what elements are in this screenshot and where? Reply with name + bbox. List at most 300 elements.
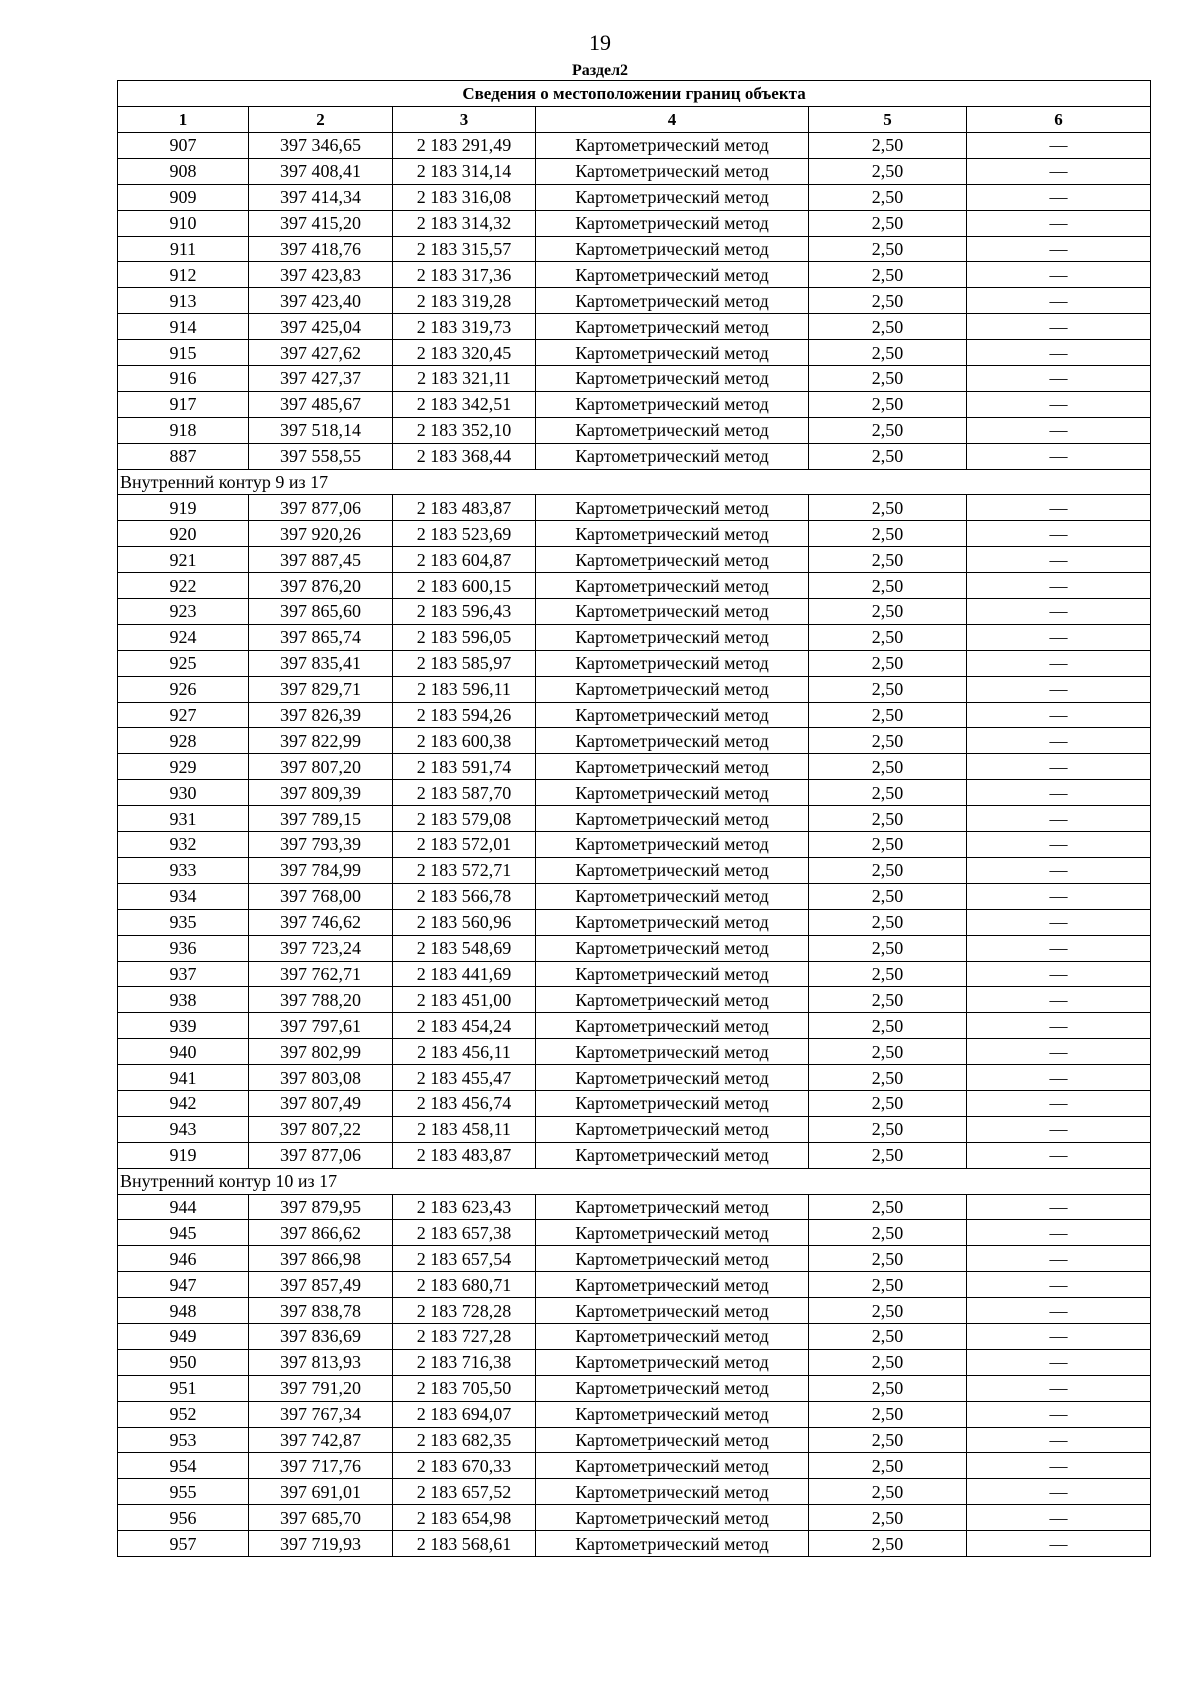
point-number-cell: 943 — [118, 1116, 249, 1142]
x-coordinate-cell: 397 427,62 — [249, 340, 393, 366]
y-coordinate-cell: 2 183 455,47 — [393, 1065, 536, 1091]
y-coordinate-cell: 2 183 483,87 — [393, 495, 536, 521]
method-cell: Картометрический метод — [536, 1401, 809, 1427]
accuracy-cell: 2,50 — [809, 883, 967, 909]
point-number-cell: 944 — [118, 1194, 249, 1220]
y-coordinate-cell: 2 183 456,74 — [393, 1090, 536, 1116]
table-row — [118, 495, 1151, 521]
accuracy-cell: 2,50 — [809, 1349, 967, 1375]
table-row — [118, 935, 1151, 961]
table-row — [118, 650, 1151, 676]
table-row — [118, 288, 1151, 314]
method-cell: Картометрический метод — [536, 702, 809, 728]
description-cell: — — [967, 1505, 1151, 1531]
method-cell: Картометрический метод — [536, 417, 809, 443]
y-coordinate-cell: 2 183 604,87 — [393, 547, 536, 573]
method-cell: Картометрический метод — [536, 391, 809, 417]
y-coordinate-cell: 2 183 600,38 — [393, 728, 536, 754]
y-coordinate-cell: 2 183 727,28 — [393, 1323, 536, 1349]
point-number-cell: 955 — [118, 1479, 249, 1505]
table-row — [118, 961, 1151, 987]
method-cell: Картометрический метод — [536, 1039, 809, 1065]
description-cell: — — [967, 599, 1151, 625]
x-coordinate-cell: 397 414,34 — [249, 184, 393, 210]
description-cell: — — [967, 1246, 1151, 1272]
accuracy-cell: 2,50 — [809, 314, 967, 340]
method-cell: Картометрический метод — [536, 624, 809, 650]
accuracy-cell: 2,50 — [809, 1427, 967, 1453]
description-cell: — — [967, 236, 1151, 262]
x-coordinate-cell: 397 887,45 — [249, 547, 393, 573]
x-coordinate-cell: 397 418,76 — [249, 236, 393, 262]
x-coordinate-cell: 397 408,41 — [249, 158, 393, 184]
contour-section-label: Внутренний контур 9 из 17 — [118, 469, 1151, 495]
method-cell: Картометрический метод — [536, 728, 809, 754]
x-coordinate-cell: 397 485,67 — [249, 391, 393, 417]
description-cell: — — [967, 262, 1151, 288]
table-row — [118, 262, 1151, 288]
description-cell: — — [967, 547, 1151, 573]
y-coordinate-cell: 2 183 441,69 — [393, 961, 536, 987]
x-coordinate-cell: 397 691,01 — [249, 1479, 393, 1505]
y-coordinate-cell: 2 183 368,44 — [393, 443, 536, 469]
table-row — [118, 909, 1151, 935]
description-cell: — — [967, 1039, 1151, 1065]
x-coordinate-cell: 397 877,06 — [249, 1142, 393, 1168]
point-number-cell: 945 — [118, 1220, 249, 1246]
description-cell: — — [967, 573, 1151, 599]
column-header: 5 — [809, 107, 967, 133]
point-number-cell: 910 — [118, 210, 249, 236]
description-cell: — — [967, 391, 1151, 417]
x-coordinate-cell: 397 797,61 — [249, 1013, 393, 1039]
y-coordinate-cell: 2 183 623,43 — [393, 1194, 536, 1220]
table-row — [118, 624, 1151, 650]
description-cell: — — [967, 624, 1151, 650]
description-cell: — — [967, 1116, 1151, 1142]
accuracy-cell: 2,50 — [809, 857, 967, 883]
description-cell: — — [967, 184, 1151, 210]
y-coordinate-cell: 2 183 670,33 — [393, 1453, 536, 1479]
y-coordinate-cell: 2 183 317,36 — [393, 262, 536, 288]
method-cell: Картометрический метод — [536, 210, 809, 236]
description-cell: — — [967, 495, 1151, 521]
method-cell: Картометрический метод — [536, 184, 809, 210]
y-coordinate-cell: 2 183 572,71 — [393, 857, 536, 883]
x-coordinate-cell: 397 866,98 — [249, 1246, 393, 1272]
x-coordinate-cell: 397 762,71 — [249, 961, 393, 987]
y-coordinate-cell: 2 183 587,70 — [393, 780, 536, 806]
y-coordinate-cell: 2 183 319,73 — [393, 314, 536, 340]
boundary-coordinates-table — [117, 80, 1151, 1557]
description-cell: — — [967, 1479, 1151, 1505]
table-row — [118, 1116, 1151, 1142]
method-cell: Картометрический метод — [536, 340, 809, 366]
table-row — [118, 987, 1151, 1013]
table-row — [118, 1349, 1151, 1375]
y-coordinate-cell: 2 183 657,54 — [393, 1246, 536, 1272]
point-number-cell: 921 — [118, 547, 249, 573]
table-row — [118, 184, 1151, 210]
accuracy-cell: 2,50 — [809, 495, 967, 521]
y-coordinate-cell: 2 183 657,52 — [393, 1479, 536, 1505]
method-cell: Картометрический метод — [536, 521, 809, 547]
accuracy-cell: 2,50 — [809, 1142, 967, 1168]
description-cell: — — [967, 780, 1151, 806]
contour-section-row — [118, 469, 1151, 495]
table-row — [118, 1531, 1151, 1557]
x-coordinate-cell: 397 558,55 — [249, 443, 393, 469]
point-number-cell: 937 — [118, 961, 249, 987]
method-cell: Картометрический метод — [536, 1142, 809, 1168]
description-cell: — — [967, 832, 1151, 858]
table-row — [118, 1479, 1151, 1505]
accuracy-cell: 2,50 — [809, 1298, 967, 1324]
x-coordinate-cell: 397 803,08 — [249, 1065, 393, 1091]
method-cell: Картометрический метод — [536, 1194, 809, 1220]
description-cell: — — [967, 1220, 1151, 1246]
table-row — [118, 832, 1151, 858]
description-cell: — — [967, 676, 1151, 702]
description-cell: — — [967, 935, 1151, 961]
x-coordinate-cell: 397 346,65 — [249, 133, 393, 159]
accuracy-cell: 2,50 — [809, 133, 967, 159]
accuracy-cell: 2,50 — [809, 987, 967, 1013]
description-cell: — — [967, 650, 1151, 676]
table-row — [118, 1427, 1151, 1453]
table-header-row — [118, 107, 1151, 133]
accuracy-cell: 2,50 — [809, 1039, 967, 1065]
description-cell: — — [967, 728, 1151, 754]
table-row — [118, 236, 1151, 262]
table-row — [118, 314, 1151, 340]
accuracy-cell: 2,50 — [809, 599, 967, 625]
table-row — [118, 391, 1151, 417]
point-number-cell: 950 — [118, 1349, 249, 1375]
point-number-cell: 916 — [118, 366, 249, 392]
accuracy-cell: 2,50 — [809, 443, 967, 469]
description-cell: — — [967, 1065, 1151, 1091]
accuracy-cell: 2,50 — [809, 1505, 967, 1531]
description-cell: — — [967, 909, 1151, 935]
y-coordinate-cell: 2 183 342,51 — [393, 391, 536, 417]
x-coordinate-cell: 397 788,20 — [249, 987, 393, 1013]
point-number-cell: 908 — [118, 158, 249, 184]
table-row — [118, 521, 1151, 547]
x-coordinate-cell: 397 425,04 — [249, 314, 393, 340]
y-coordinate-cell: 2 183 591,74 — [393, 754, 536, 780]
point-number-cell: 914 — [118, 314, 249, 340]
method-cell: Картометрический метод — [536, 1375, 809, 1401]
accuracy-cell: 2,50 — [809, 1246, 967, 1272]
table-row — [118, 417, 1151, 443]
table-row — [118, 806, 1151, 832]
x-coordinate-cell: 397 876,20 — [249, 573, 393, 599]
column-header: 4 — [536, 107, 809, 133]
accuracy-cell: 2,50 — [809, 1323, 967, 1349]
table-row — [118, 1298, 1151, 1324]
table-row — [118, 1505, 1151, 1531]
point-number-cell: 912 — [118, 262, 249, 288]
table-row — [118, 1323, 1151, 1349]
point-number-cell: 936 — [118, 935, 249, 961]
accuracy-cell: 2,50 — [809, 624, 967, 650]
y-coordinate-cell: 2 183 566,78 — [393, 883, 536, 909]
x-coordinate-cell: 397 802,99 — [249, 1039, 393, 1065]
method-cell: Картометрический метод — [536, 676, 809, 702]
y-coordinate-cell: 2 183 716,38 — [393, 1349, 536, 1375]
y-coordinate-cell: 2 183 694,07 — [393, 1401, 536, 1427]
x-coordinate-cell: 397 807,22 — [249, 1116, 393, 1142]
x-coordinate-cell: 397 813,93 — [249, 1349, 393, 1375]
y-coordinate-cell: 2 183 314,32 — [393, 210, 536, 236]
section-title: Раздел2 — [571, 62, 629, 79]
table-row — [118, 547, 1151, 573]
description-cell: — — [967, 857, 1151, 883]
x-coordinate-cell: 397 685,70 — [249, 1505, 393, 1531]
method-cell: Картометрический метод — [536, 573, 809, 599]
accuracy-cell: 2,50 — [809, 1531, 967, 1557]
y-coordinate-cell: 2 183 314,14 — [393, 158, 536, 184]
x-coordinate-cell: 397 826,39 — [249, 702, 393, 728]
x-coordinate-cell: 397 791,20 — [249, 1375, 393, 1401]
description-cell: — — [967, 754, 1151, 780]
point-number-cell: 954 — [118, 1453, 249, 1479]
accuracy-cell: 2,50 — [809, 935, 967, 961]
point-number-cell: 948 — [118, 1298, 249, 1324]
point-number-cell: 930 — [118, 780, 249, 806]
y-coordinate-cell: 2 183 596,11 — [393, 676, 536, 702]
description-cell: — — [967, 158, 1151, 184]
method-cell: Картометрический метод — [536, 1427, 809, 1453]
description-cell: — — [967, 1272, 1151, 1298]
x-coordinate-cell: 397 865,74 — [249, 624, 393, 650]
method-cell: Картометрический метод — [536, 1272, 809, 1298]
contour-section-row — [118, 1168, 1151, 1194]
y-coordinate-cell: 2 183 600,15 — [393, 573, 536, 599]
point-number-cell: 907 — [118, 133, 249, 159]
x-coordinate-cell: 397 865,60 — [249, 599, 393, 625]
accuracy-cell: 2,50 — [809, 1220, 967, 1246]
y-coordinate-cell: 2 183 568,61 — [393, 1531, 536, 1557]
table-row — [118, 883, 1151, 909]
accuracy-cell: 2,50 — [809, 1090, 967, 1116]
y-coordinate-cell: 2 183 560,96 — [393, 909, 536, 935]
table-row — [118, 1039, 1151, 1065]
method-cell: Картометрический метод — [536, 806, 809, 832]
x-coordinate-cell: 397 793,39 — [249, 832, 393, 858]
x-coordinate-cell: 397 742,87 — [249, 1427, 393, 1453]
point-number-cell: 951 — [118, 1375, 249, 1401]
point-number-cell: 935 — [118, 909, 249, 935]
table-row — [118, 728, 1151, 754]
point-number-cell: 931 — [118, 806, 249, 832]
accuracy-cell: 2,50 — [809, 1116, 967, 1142]
y-coordinate-cell: 2 183 458,11 — [393, 1116, 536, 1142]
y-coordinate-cell: 2 183 320,45 — [393, 340, 536, 366]
description-cell: — — [967, 1090, 1151, 1116]
table-row — [118, 857, 1151, 883]
point-number-cell: 947 — [118, 1272, 249, 1298]
description-cell: — — [967, 288, 1151, 314]
method-cell: Картометрический метод — [536, 1090, 809, 1116]
y-coordinate-cell: 2 183 572,01 — [393, 832, 536, 858]
point-number-cell: 929 — [118, 754, 249, 780]
table-row — [118, 133, 1151, 159]
point-number-cell: 917 — [118, 391, 249, 417]
accuracy-cell: 2,50 — [809, 1375, 967, 1401]
table-row — [118, 754, 1151, 780]
description-cell: — — [967, 1375, 1151, 1401]
point-number-cell: 942 — [118, 1090, 249, 1116]
description-cell: — — [967, 961, 1151, 987]
x-coordinate-cell: 397 415,20 — [249, 210, 393, 236]
x-coordinate-cell: 397 427,37 — [249, 366, 393, 392]
y-coordinate-cell: 2 183 594,26 — [393, 702, 536, 728]
method-cell: Картометрический метод — [536, 961, 809, 987]
method-cell: Картометрический метод — [536, 495, 809, 521]
method-cell: Картометрический метод — [536, 1220, 809, 1246]
point-number-cell: 927 — [118, 702, 249, 728]
table-row — [118, 1246, 1151, 1272]
accuracy-cell: 2,50 — [809, 676, 967, 702]
point-number-cell: 939 — [118, 1013, 249, 1039]
x-coordinate-cell: 397 829,71 — [249, 676, 393, 702]
point-number-cell: 941 — [118, 1065, 249, 1091]
table-row — [118, 1013, 1151, 1039]
accuracy-cell: 2,50 — [809, 806, 967, 832]
x-coordinate-cell: 397 723,24 — [249, 935, 393, 961]
description-cell: — — [967, 1013, 1151, 1039]
description-cell: — — [967, 340, 1151, 366]
table-row — [118, 676, 1151, 702]
x-coordinate-cell: 397 877,06 — [249, 495, 393, 521]
y-coordinate-cell: 2 183 483,87 — [393, 1142, 536, 1168]
x-coordinate-cell: 397 717,76 — [249, 1453, 393, 1479]
point-number-cell: 940 — [118, 1039, 249, 1065]
x-coordinate-cell: 397 746,62 — [249, 909, 393, 935]
method-cell: Картометрический метод — [536, 1298, 809, 1324]
table-row — [118, 702, 1151, 728]
point-number-cell: 946 — [118, 1246, 249, 1272]
x-coordinate-cell: 397 423,40 — [249, 288, 393, 314]
accuracy-cell: 2,50 — [809, 573, 967, 599]
point-number-cell: 933 — [118, 857, 249, 883]
x-coordinate-cell: 397 866,62 — [249, 1220, 393, 1246]
y-coordinate-cell: 2 183 523,69 — [393, 521, 536, 547]
point-number-cell: 953 — [118, 1427, 249, 1453]
accuracy-cell: 2,50 — [809, 184, 967, 210]
method-cell: Картометрический метод — [536, 314, 809, 340]
y-coordinate-cell: 2 183 682,35 — [393, 1427, 536, 1453]
description-cell: — — [967, 806, 1151, 832]
table-row — [118, 210, 1151, 236]
description-cell: — — [967, 1298, 1151, 1324]
accuracy-cell: 2,50 — [809, 961, 967, 987]
description-cell: — — [967, 133, 1151, 159]
point-number-cell: 952 — [118, 1401, 249, 1427]
point-number-cell: 919 — [118, 495, 249, 521]
x-coordinate-cell: 397 879,95 — [249, 1194, 393, 1220]
table-row — [118, 1272, 1151, 1298]
x-coordinate-cell: 397 835,41 — [249, 650, 393, 676]
method-cell: Картометрический метод — [536, 650, 809, 676]
y-coordinate-cell: 2 183 352,10 — [393, 417, 536, 443]
page-number: 19 — [589, 30, 611, 55]
y-coordinate-cell: 2 183 654,98 — [393, 1505, 536, 1531]
method-cell: Картометрический метод — [536, 1453, 809, 1479]
description-cell: — — [967, 1349, 1151, 1375]
table-row — [118, 780, 1151, 806]
column-header: 1 — [118, 107, 249, 133]
method-cell: Картометрический метод — [536, 366, 809, 392]
x-coordinate-cell: 397 789,15 — [249, 806, 393, 832]
method-cell: Картометрический метод — [536, 832, 809, 858]
method-cell: Картометрический метод — [536, 1531, 809, 1557]
point-number-cell: 926 — [118, 676, 249, 702]
x-coordinate-cell: 397 767,34 — [249, 1401, 393, 1427]
y-coordinate-cell: 2 183 454,24 — [393, 1013, 536, 1039]
method-cell: Картометрический метод — [536, 909, 809, 935]
description-cell: — — [967, 702, 1151, 728]
point-number-cell: 911 — [118, 236, 249, 262]
description-cell: — — [967, 883, 1151, 909]
table-row — [118, 158, 1151, 184]
x-coordinate-cell: 397 809,39 — [249, 780, 393, 806]
description-cell: — — [967, 417, 1151, 443]
y-coordinate-cell: 2 183 548,69 — [393, 935, 536, 961]
column-header: 3 — [393, 107, 536, 133]
accuracy-cell: 2,50 — [809, 366, 967, 392]
table-row — [118, 1142, 1151, 1168]
description-cell: — — [967, 1401, 1151, 1427]
point-number-cell: 909 — [118, 184, 249, 210]
table-row — [118, 573, 1151, 599]
table-row — [118, 443, 1151, 469]
table-caption: Сведения о местоположении границ объекта — [118, 81, 1151, 107]
method-cell: Картометрический метод — [536, 935, 809, 961]
method-cell: Картометрический метод — [536, 262, 809, 288]
y-coordinate-cell: 2 183 596,05 — [393, 624, 536, 650]
y-coordinate-cell: 2 183 456,11 — [393, 1039, 536, 1065]
accuracy-cell: 2,50 — [809, 521, 967, 547]
point-number-cell: 938 — [118, 987, 249, 1013]
point-number-cell: 934 — [118, 883, 249, 909]
point-number-cell: 915 — [118, 340, 249, 366]
method-cell: Картометрический метод — [536, 857, 809, 883]
accuracy-cell: 2,50 — [809, 1272, 967, 1298]
y-coordinate-cell: 2 183 319,28 — [393, 288, 536, 314]
method-cell: Картометрический метод — [536, 1116, 809, 1142]
y-coordinate-cell: 2 183 705,50 — [393, 1375, 536, 1401]
x-coordinate-cell: 397 719,93 — [249, 1531, 393, 1557]
y-coordinate-cell: 2 183 321,11 — [393, 366, 536, 392]
x-coordinate-cell: 397 784,99 — [249, 857, 393, 883]
accuracy-cell: 2,50 — [809, 262, 967, 288]
point-number-cell: 918 — [118, 417, 249, 443]
accuracy-cell: 2,50 — [809, 754, 967, 780]
x-coordinate-cell: 397 768,00 — [249, 883, 393, 909]
accuracy-cell: 2,50 — [809, 1453, 967, 1479]
point-number-cell: 924 — [118, 624, 249, 650]
point-number-cell: 922 — [118, 573, 249, 599]
method-cell: Картометрический метод — [536, 780, 809, 806]
accuracy-cell: 2,50 — [809, 236, 967, 262]
accuracy-cell: 2,50 — [809, 1401, 967, 1427]
method-cell: Картометрический метод — [536, 883, 809, 909]
y-coordinate-cell: 2 183 579,08 — [393, 806, 536, 832]
method-cell: Картометрический метод — [536, 1013, 809, 1039]
